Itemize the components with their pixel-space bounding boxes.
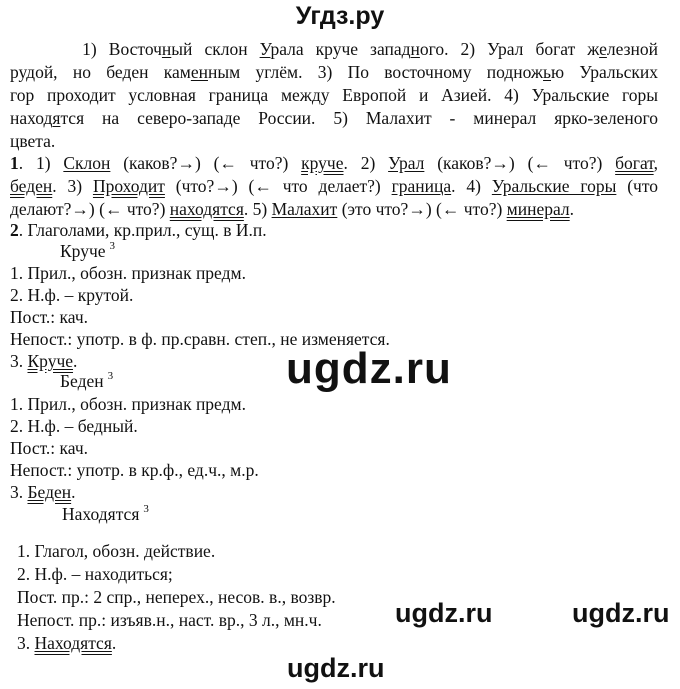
beden-line-1: 1. Прил., обозн. признак предм.	[10, 394, 246, 414]
watermark-bottom: ugdz.ru	[287, 653, 385, 683]
paragraph-line-2: рудой, но беден каменным углём. 3) По восточному подножью Уральских	[10, 62, 658, 82]
paragraph-line-1: 1) Восточный склон Урала круче западного. 2) Урал богат железной	[82, 39, 659, 59]
krutche-line-1: 1. Прил., обозн. признак предм.	[10, 263, 246, 283]
paragraph-line-5: цвета.	[10, 131, 56, 151]
beden-line-5: 3. Беден.	[10, 482, 76, 502]
beden-line-2: 2. Н.ф. – бедный.	[10, 416, 138, 436]
nahod-line-1: 1. Глагол, обозн. действие.	[17, 541, 216, 561]
krutche-line-3: Пост.: кач.	[10, 307, 89, 327]
word-heading-nahodyatsya: Находятся $^3$	[62, 503, 149, 524]
nahod-line-5: 3. Находятся.	[17, 633, 117, 653]
syntax-line-4: 2. Глаголами, кр.прил., сущ. в И.п.	[10, 220, 267, 240]
watermark-right-2: ugdz.ru	[572, 598, 670, 628]
nahod-line-2: 2. Н.ф. – находиться;	[17, 564, 173, 584]
word-heading-beden: Беден $^3$	[60, 370, 114, 391]
paragraph-line-4: находятся на северо-западе России. 5) Малахит - минерал ярко-зеленого	[10, 108, 658, 128]
nahod-line-3: Пост. пр.: 2 спр., неперех., несов. в., возвр.	[17, 587, 336, 607]
krutche-line-2: 2. Н.ф. – крутой.	[10, 285, 134, 305]
paragraph-line-3: гор проходит условная граница между Европой и Азией. 4) Уральские горы	[10, 85, 658, 105]
syntax-line-1: 1. 1) Склон (каков?→) (← что?) круче. 2) Урал (каков?→) (← что?) богат,	[10, 153, 658, 173]
site-title: Угдз.ру	[295, 2, 385, 30]
word-heading-krutche: Круче $^3$	[60, 240, 116, 261]
beden-line-4: Непост.: употр. в кр.ф., ед.ч., м.р.	[10, 460, 259, 480]
krutche-line-5: 3. Круче.	[10, 351, 78, 371]
beden-line-3: Пост.: кач.	[10, 438, 89, 458]
watermark-right-1: ugdz.ru	[395, 598, 493, 628]
nahod-line-4: Непост. пр.: изъяв.н., наст. вр., 3 л., мн.ч.	[17, 610, 322, 630]
syntax-line-2: беден. 3) Проходит (что?→) (← что делает?) граница. 4) Уральские горы (что	[10, 176, 659, 196]
syntax-line-3: делают?→) (← что?) находятся. 5) Малахит (это что?→) (← что?) минерал.	[10, 199, 575, 219]
watermark-center: ugdz.ru	[286, 344, 452, 393]
krutche-line-4: Непост.: употр. в ф. пр.сравн. степ., не изменяется.	[10, 329, 390, 349]
